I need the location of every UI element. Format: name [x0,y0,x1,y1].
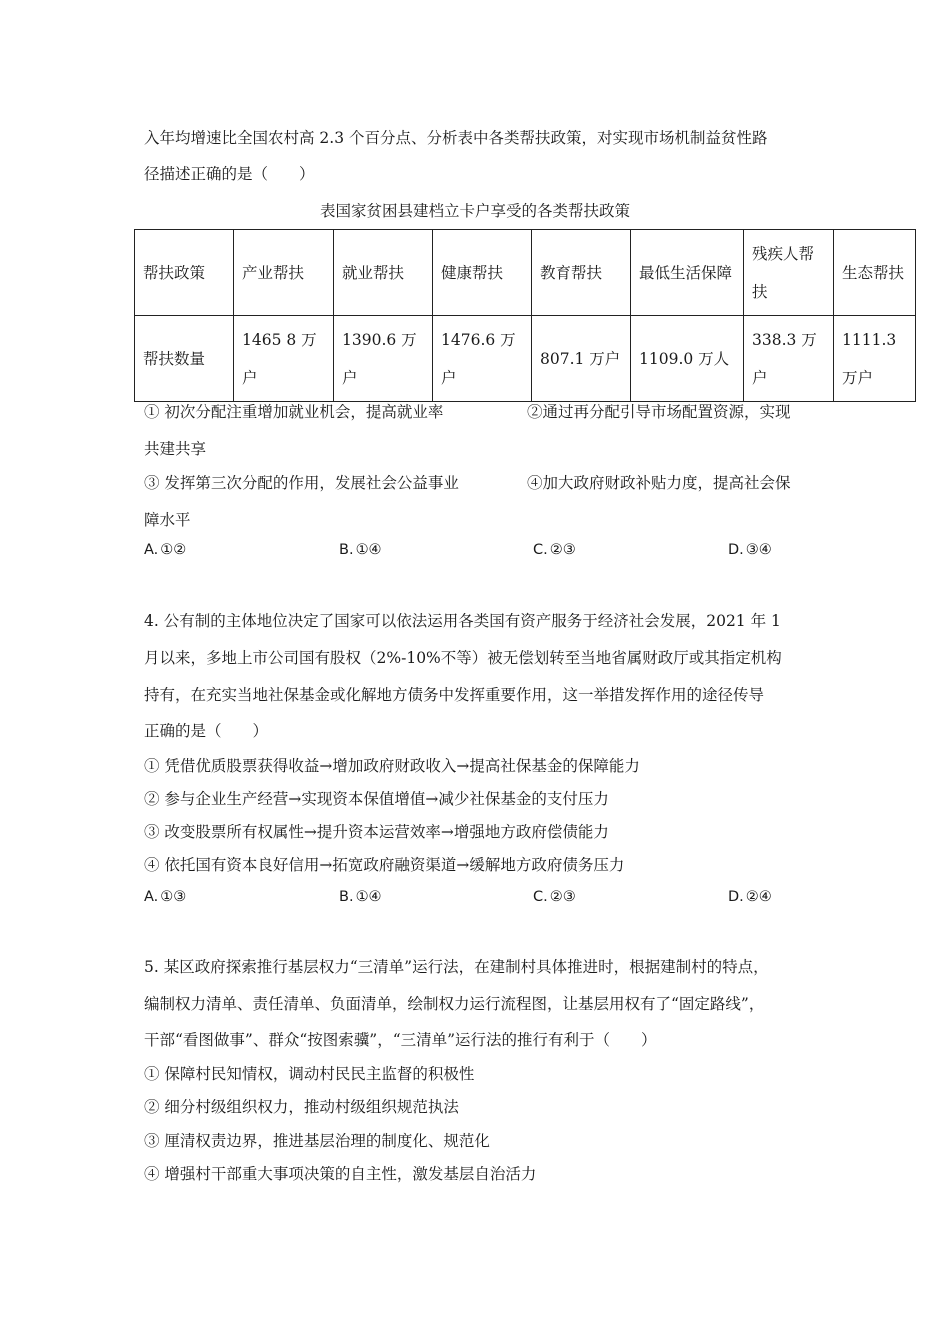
option-label: B. [339,542,354,558]
option-label: A. [144,889,159,905]
option-text: ②③ [549,889,576,905]
policy-table [134,229,916,402]
q5-statement-1: ① 保障村民知情权，调动村民民主监督的积极性 [144,1065,475,1083]
q4-statement-4: ④ 依托国有资本良好信用→拓宽政府融资渠道→缓解地方政府债务压力 [144,856,625,874]
q4-statement-3: ③ 改变股票所有权属性→提升资本运营效率→增强地方政府偿债能力 [144,823,609,841]
table-header-cell: 生态帮扶 [834,230,916,316]
option-label: C. [533,542,548,558]
option-label: B. [339,889,354,905]
q3-statement-4-cont: 障水平 [144,511,191,529]
option-text: ②④ [745,889,772,905]
option-text: ①④ [355,542,382,558]
q3-intro-line1: 入年均增速比全国农村高 2.3 个百分点、分析表中各类帮扶政策，对实现市场机制益贫性路 [144,129,768,147]
q3-statement-4: ④加大政府财政补贴力度，提高社会保 [527,474,791,492]
q3-option-d[interactable] [728,542,772,558]
option-label: A. [144,542,159,558]
table-cell: 1109.0 万人 [631,316,744,402]
q5-statement-4: ④ 增强村干部重大事项决策的自主性，激发基层自治活力 [144,1165,537,1183]
table-cell: 1390.6 万户 [334,316,433,402]
table-header-row [135,230,916,316]
table-header-cell: 产业帮扶 [234,230,334,316]
table-cell: 338.3 万户 [744,316,834,402]
table-row-label: 帮扶数量 [135,316,234,402]
q4-stem-line4: 正确的是（ ） [144,722,269,740]
table-header-cell: 教育帮扶 [532,230,631,316]
q4-stem-line1: 4. 公有制的主体地位决定了国家可以依法运用各类国有资产服务于经济社会发展，2021 年 1 [144,612,781,630]
q3-option-b[interactable] [339,542,382,558]
table-header-cell: 健康帮扶 [433,230,532,316]
option-label: D. [728,889,744,905]
option-label: C. [533,889,548,905]
option-text: ①③ [160,889,187,905]
table-header-cell: 帮扶政策 [135,230,234,316]
q5-stem-line2: 编制权力清单、责任清单、负面清单，绘制权力运行流程图，让基层用权有了“固定路线”， [144,995,765,1013]
q4-statement-2: ② 参与企业生产经营→实现资本保值增值→减少社保基金的支付压力 [144,790,609,808]
q3-statement-1: ① 初次分配注重增加就业机会，提高就业率 [144,403,444,421]
table-header-cell: 最低生活保障 [631,230,744,316]
option-label: D. [728,542,744,558]
option-text: ①④ [355,889,382,905]
table-cell: 1465 8 万户 [234,316,334,402]
table-row [135,316,916,402]
q5-statement-3: ③ 厘清权责边界，推进基层治理的制度化、规范化 [144,1132,490,1150]
q3-intro-line2: 径描述正确的是（ ） [144,165,315,183]
q3-statement-2-cont: 共建共享 [144,440,207,458]
q5-stem-line3: 干部“看图做事”、群众“按图索骥”，“三清单”运行法的推行有利于（ ） [144,1031,657,1049]
q3-option-a[interactable] [144,542,186,558]
table-cell: 1111.3 万户 [834,316,916,402]
q4-stem-line3: 持有，在充实当地社保基金或化解地方债务中发挥重要作用，这一举措发挥作用的途径传导 [144,686,765,704]
q4-option-b[interactable] [339,889,382,905]
q4-option-a[interactable] [144,889,186,905]
option-text: ③④ [745,542,772,558]
q4-option-d[interactable] [728,889,772,905]
option-text: ②③ [549,542,576,558]
table-caption: 表国家贫困县建档立卡户享受的各类帮扶政策 [319,202,630,220]
table-cell: 807.1 万户 [532,316,631,402]
q3-option-c[interactable] [533,542,576,558]
q3-statement-3: ③ 发挥第三次分配的作用，发展社会公益事业 [144,474,459,492]
q3-statement-2: ②通过再分配引导市场配置资源，实现 [527,403,791,421]
table-header-cell: 残疾人帮扶 [744,230,834,316]
q4-stem-line2: 月以来，多地上市公司国有股权（2%-10%不等）被无偿划转至当地省属财政厅或其指定机构 [144,649,782,667]
q5-stem-line1: 5. 某区政府探索推行基层权力“三清单”运行法，在建制村具体推进时，根据建制村的特点， [144,958,769,976]
q5-statement-2: ② 细分村级组织权力，推动村级组织规范执法 [144,1098,459,1116]
option-text: ①② [160,542,187,558]
q4-statement-1: ① 凭借优质股票获得收益→增加政府财政收入→提高社保基金的保障能力 [144,757,640,775]
table-cell: 1476.6 万户 [433,316,532,402]
q4-option-c[interactable] [533,889,576,905]
table-header-cell: 就业帮扶 [334,230,433,316]
